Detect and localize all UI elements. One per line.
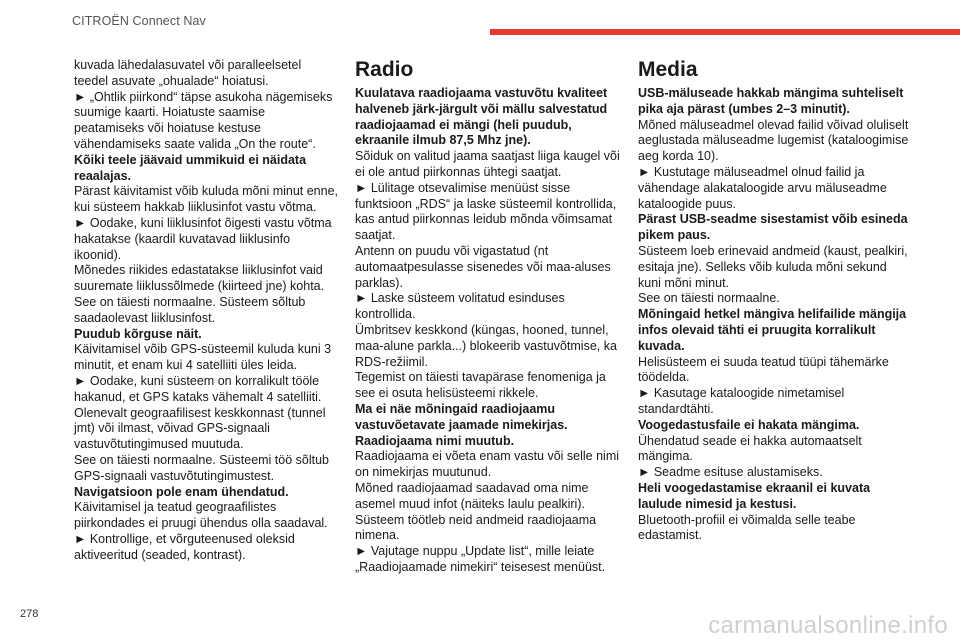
body-paragraph: See on täiesti normaalne. Süsteem sõltub saadaolevast liiklusinfost. [74, 294, 306, 325]
bold-heading-text: Ma ei näe mõningaid raadiojaamu vastuvõetavate jaamade nimekirjas. [355, 401, 568, 432]
body-paragraph: Tegemist on täiesti tavapärase fenomeniga ja see ei osuta helisüsteemi rikkele. [355, 370, 606, 401]
bold-heading-text: Kõiki teele jäävaid ummikuid ei näidata reaalajas. [74, 152, 307, 183]
body-paragraph: Käivitamisel ja teatud geograafilistes piirkondades ei pruugi ühendus olla saadaval. [74, 500, 328, 531]
bold-heading-text: Voogedastusfaile ei hakata mängima. [638, 417, 860, 432]
body-paragraph: ► Lülitage otsevalimise menüüst sisse funktsioon „RDS“ ja laske süsteemil kontrollida, kas antud piirkonnas leidub mõnda võimsamat saatjat. [355, 180, 617, 243]
column-radio [355, 58, 623, 576]
body-paragraph: ► Vajutage nuppu „Update list“, mille leiate „Raadiojaamade nimekiri“ teisesest menüüst. [355, 544, 606, 574]
body-paragraph: ► Laske süsteem volitatud esinduses kontrollida. [355, 291, 565, 322]
body-paragraph: Olenevalt geograafilisest keskkonnast (tunnel jmt) või ilmast, võivad GPS-signaali vastuvõtutingimused muutuda. [74, 405, 326, 452]
watermark: carmanualsonline.info [708, 612, 948, 639]
section-heading: Radio [355, 58, 414, 81]
column-media [638, 58, 910, 544]
body-paragraph: Süsteem töötleb neid andmeid raadiojaama nimena. [355, 512, 597, 543]
body-paragraph: Raadiojaama ei võeta enam vastu või selle nimi on nimekirjas muutunud. [355, 449, 620, 480]
body-paragraph: Süsteem loeb erinevaid andmeid (kaust, pealkiri, esitaja jne). Selleks võib kuluda mõni sekund kuni mõni minut. [638, 243, 908, 290]
bold-heading-text: Mõningaid hetkel mängiva helifailide mängija infos olevaid tähti ei pruugita korralikult kuvada. [638, 307, 907, 353]
bold-heading-text: USB-mäluseade hakkab mängima suhteliselt pika aja pärast (umbes 2–3 minutit). [638, 86, 904, 116]
body-paragraph: Bluetooth-profiil ei võimalda selle teabe edastamist. [638, 512, 856, 543]
body-paragraph: Mõned mäluseadmel olevad failid võivad oluliselt aeglustada mäluseadme lugemist (kataloogimise aeg korda 10). [638, 117, 909, 164]
bold-heading-text: Heli voogedastamise ekraanil ei kuvata laulude nimesid ja kestusi. [638, 480, 871, 511]
body-paragraph: Mõned raadiojaamad saadavad oma nime asemel muud infot (näiteks laulu pealkiri). [355, 480, 589, 511]
running-header: CITROËN Connect Nav [72, 14, 206, 28]
body-paragraph: ► Seadme esituse alustamiseks. [638, 465, 823, 480]
body-paragraph: Ühendatud seade ei hakka automaatselt mängima. [638, 433, 862, 464]
body-paragraph: Helisüsteem ei suuda teatud tüüpi tähemärke töödelda. [638, 354, 889, 385]
bold-heading-text: Puudub kõrguse näit. [74, 326, 202, 341]
body-paragraph: Ümbritsev keskkond (küngas, hooned, tunnel, maa-alune parkla...) blokeerib vastuvõtmise, ka RDS-režiimil. [355, 322, 617, 369]
body-paragraph: ► „Ohtlik piirkond“ täpse asukoha nägemiseks suumige kaarti. Hoiatuste saamise peatamiseks või hoiatuse kestuse vähendamiseks saate valida „On the route“. [74, 89, 333, 151]
section-heading: Media [638, 58, 698, 81]
body-paragraph: See on täiesti normaalne. Süsteemi töö sõltub GPS-signaali vastuvõtutingimustest. [74, 452, 330, 483]
body-paragraph: ► Oodake, kuni liiklusinfot õigesti vastu võtma hakatakse (kaardil kuvatavad liiklusinfo ikoonid). [74, 215, 332, 262]
body-paragraph: Mõnedes riikides edastatakse liiklusinfot vaid suuremate liiklussõlmede (kiirteed jne) kohta. [74, 263, 325, 294]
body-paragraph: kuvada lähedalasuvatel või paralleelsetel teedel asuvate „ohualade“ hoiatusi. [74, 58, 302, 88]
body-paragraph: ► Kustutage mäluseadmel olnud failid ja vähendage alakataloogide arvu mäluseadme kataloogide puus. [638, 164, 887, 211]
body-paragraph: Antenn on puudu või vigastatud (nt automaatpesulasse sisenedes või maa-aluses parklas). [355, 243, 611, 290]
bold-heading-text: Raadiojaama nimi muutub. [355, 433, 515, 448]
page-number: 278 [20, 608, 39, 620]
body-paragraph: ► Kasutage kataloogide nimetamisel standardtähti. [638, 386, 845, 416]
header-accent-bar [490, 29, 960, 35]
body-paragraph: Sõiduk on valitud jaama saatjast liiga kaugel või ei ole antud piirkonnas ühtegi saatjat. [355, 149, 620, 179]
body-paragraph: ► Kontrollige, et võrguteenused oleksid aktiveeritud (seaded, kontrast). [74, 531, 295, 562]
bold-heading-text: Navigatsioon pole enam ühendatud. [74, 484, 289, 499]
body-paragraph: See on täiesti normaalne. [638, 291, 780, 306]
body-paragraph: Pärast käivitamist võib kuluda mõni minut enne, kui süsteem hakkab liiklusinfot vastu võtma. [74, 184, 339, 215]
body-paragraph: Käivitamisel võib GPS-süsteemil kuluda kuni 3 minutit, et enam kui 4 satelliiti üles leida. [74, 342, 332, 373]
body-paragraph: ► Oodake, kuni süsteem on korralikult tööle hakanud, et GPS kataks vähemalt 4 satelliiti. [74, 373, 322, 404]
column-navigation-continued [74, 58, 338, 564]
bold-heading-text: Pärast USB-seadme sisestamist võib esineda pikem paus. [638, 212, 908, 243]
bold-heading-text: Kuulatava raadiojaama vastuvõtu kvaliteet halveneb järk-järgult või mällu salvestatud raadiojaamad ei mängi (heli puudub, ekraanile ilmub 87,5 Mhz jne). [355, 86, 608, 148]
